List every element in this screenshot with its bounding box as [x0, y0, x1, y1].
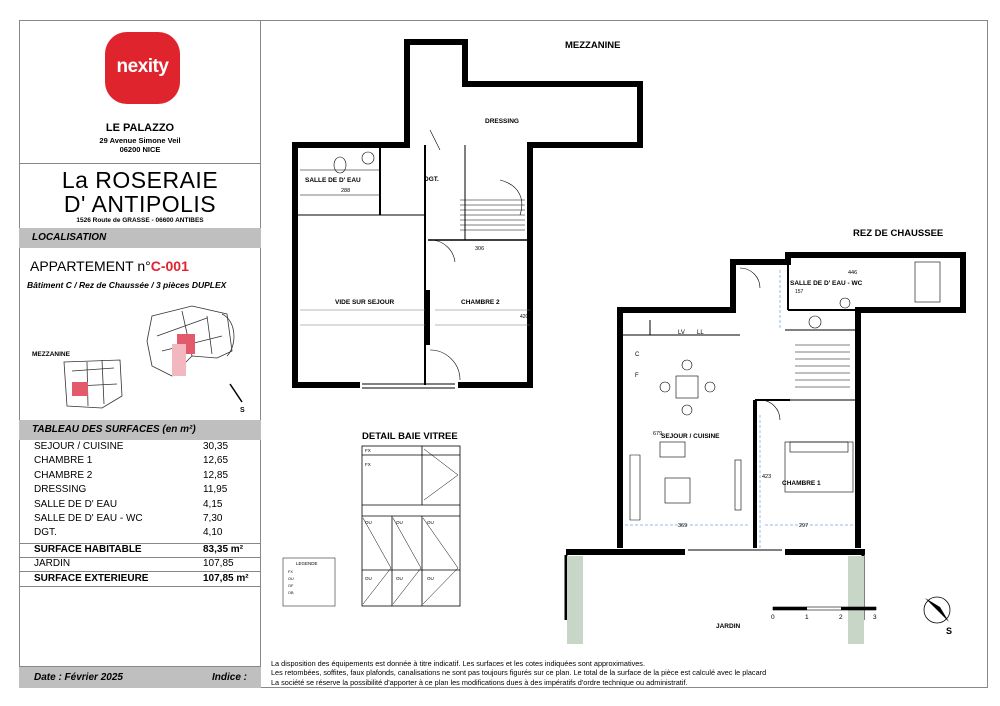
- apartment-subtitle: Bâtiment C / Rez de Chaussée / 3 pièces DUPLEX: [27, 280, 227, 290]
- garden-strip-left: [567, 556, 583, 644]
- surface-row-value: 4,10: [203, 527, 223, 539]
- surface-row-value: 4,15: [203, 498, 223, 510]
- index-label: Indice :: [212, 672, 248, 683]
- apartment-heading: APPARTEMENT n°C-001: [30, 258, 189, 274]
- dim-679: 679: [653, 431, 663, 437]
- surface-row-label: DRESSING: [34, 484, 87, 496]
- mezzanine-map-label: MEZZANINE: [32, 351, 70, 358]
- note-line: La société se réserve la possibilité d'apporter à ce plan les modifications dues à des impératifs d'ordre technique ou administratif.: [271, 677, 688, 687]
- localisation-bar: LOCALISATION: [19, 228, 261, 248]
- baie-code: FX: [365, 448, 371, 453]
- total-row-label: SURFACE HABITABLE: [34, 543, 142, 555]
- agency-name: LE PALAZZO: [105, 122, 175, 134]
- surface-row-label: CHAMBRE 1: [34, 455, 93, 467]
- room-salle-eau: SALLE DE D' EAU: [305, 177, 361, 184]
- total-row-value: 107,85 m²: [203, 572, 249, 584]
- surface-row-value: 12,85: [203, 469, 229, 481]
- room-chambre2: CHAMBRE 2: [461, 299, 500, 306]
- compass-label: S: [946, 626, 953, 636]
- dim-306: 306: [475, 246, 485, 252]
- garden-strip-right: [848, 556, 864, 644]
- note-line: La disposition des équipements est donnée à titre indicatif. Les surfaces et les cotes indiquées sont approximatives.: [271, 659, 645, 668]
- baie-code: OU: [427, 576, 434, 581]
- program-title-2: D' ANTIPOLIS: [63, 191, 217, 217]
- program-address: 1526 Route de GRASSE - 06600 ANTIBES: [76, 217, 204, 224]
- surface-row-value: 12,65: [203, 455, 229, 467]
- appliance-c: C: [635, 352, 640, 358]
- room-vide-sejour: VIDE SUR SEJOUR: [335, 299, 395, 306]
- agency-address-2: 06200 NICE: [119, 145, 161, 154]
- legend-title: LEGENDE: [296, 561, 318, 566]
- date-label: Date : Février 2025: [34, 672, 123, 683]
- room-salle-eau-wc: SALLE DE D' EAU - WC: [790, 280, 863, 287]
- baie-code: OU: [396, 576, 403, 581]
- note-line: Les retombées, soffites, faux plafonds, canalisations ne sont pas toujours figurés sur ce plan. Le total de la surface de la pièce est calculé avec le placard: [271, 668, 767, 678]
- baie-code: OU: [427, 520, 434, 525]
- surface-row-value: 30,35: [203, 441, 229, 452]
- scale-label: 2: [839, 614, 843, 621]
- disclaimer-notes: [271, 659, 766, 687]
- total-row-label: SURFACE EXTERIEURE: [34, 572, 149, 584]
- surface-row-value: 11,95: [203, 484, 228, 496]
- scale-label: 0: [771, 614, 775, 621]
- surface-row-label: SALLE DE D' EAU - WC: [34, 513, 143, 524]
- scale-label: 1: [805, 614, 809, 621]
- appliance-ll: LL: [697, 330, 704, 336]
- rdc-walls: [566, 255, 963, 620]
- detail-title: DETAIL BAIE VITREE: [362, 431, 458, 442]
- legend-code: OU: [288, 577, 294, 581]
- baie-code: OU: [365, 520, 372, 525]
- dim-157: 157: [795, 289, 804, 295]
- rdc-title: REZ DE CHAUSSEE: [853, 228, 944, 239]
- total-row-value: 107,85: [203, 558, 234, 570]
- dim-288: 288: [341, 188, 351, 194]
- surface-row-label: SALLE DE D' EAU: [34, 498, 118, 510]
- dim-446: 446: [848, 270, 858, 276]
- appliance-f: F: [635, 373, 639, 379]
- nexity-logo: nexity: [105, 32, 180, 104]
- surface-row-label: DGT.: [34, 527, 57, 539]
- dim-420: 420: [520, 314, 529, 320]
- room-dressing: DRESSING: [485, 118, 519, 125]
- legend-code: FX: [288, 570, 293, 574]
- total-row-value: 83,35 m²: [203, 543, 244, 555]
- baie-code: OU: [365, 576, 372, 581]
- legend-code: OB: [288, 591, 294, 595]
- baie-detail: [283, 446, 460, 606]
- agency-address-1: 29 Avenue Simone Veil: [99, 136, 181, 145]
- scale-label: 3: [873, 614, 877, 621]
- mezzanine-walls: [295, 42, 640, 388]
- surface-row-label: SEJOUR / CUISINE: [34, 441, 124, 452]
- room-dgt: DGT.: [424, 176, 439, 183]
- baie-code: OU: [396, 520, 403, 525]
- mezzanine-title: MEZZANINE: [565, 40, 621, 51]
- appliance-lv: LV: [678, 330, 685, 336]
- total-row-label: JARDIN: [34, 558, 71, 570]
- surface-row-value: 7,30: [203, 513, 223, 524]
- room-chambre1: CHAMBRE 1: [782, 480, 821, 487]
- dim-297: 297: [799, 523, 809, 529]
- legend-code: OF: [288, 584, 294, 588]
- compass: [924, 597, 952, 636]
- baie-code: FX: [365, 462, 371, 467]
- program-title-1: La ROSERAIE: [61, 167, 219, 193]
- surfaces-bar: TABLEAU DES SURFACES (en m²): [19, 420, 261, 440]
- dim-369: 369: [678, 523, 688, 529]
- dim-423: 423: [762, 474, 772, 480]
- surface-row-label: CHAMBRE 2: [34, 469, 93, 481]
- room-jardin: JARDIN: [716, 623, 741, 630]
- apartment-number: C-001: [150, 258, 189, 274]
- room-sejour-cuisine: SEJOUR / CUISINE: [661, 433, 720, 440]
- north-arrow-label: S: [240, 407, 245, 414]
